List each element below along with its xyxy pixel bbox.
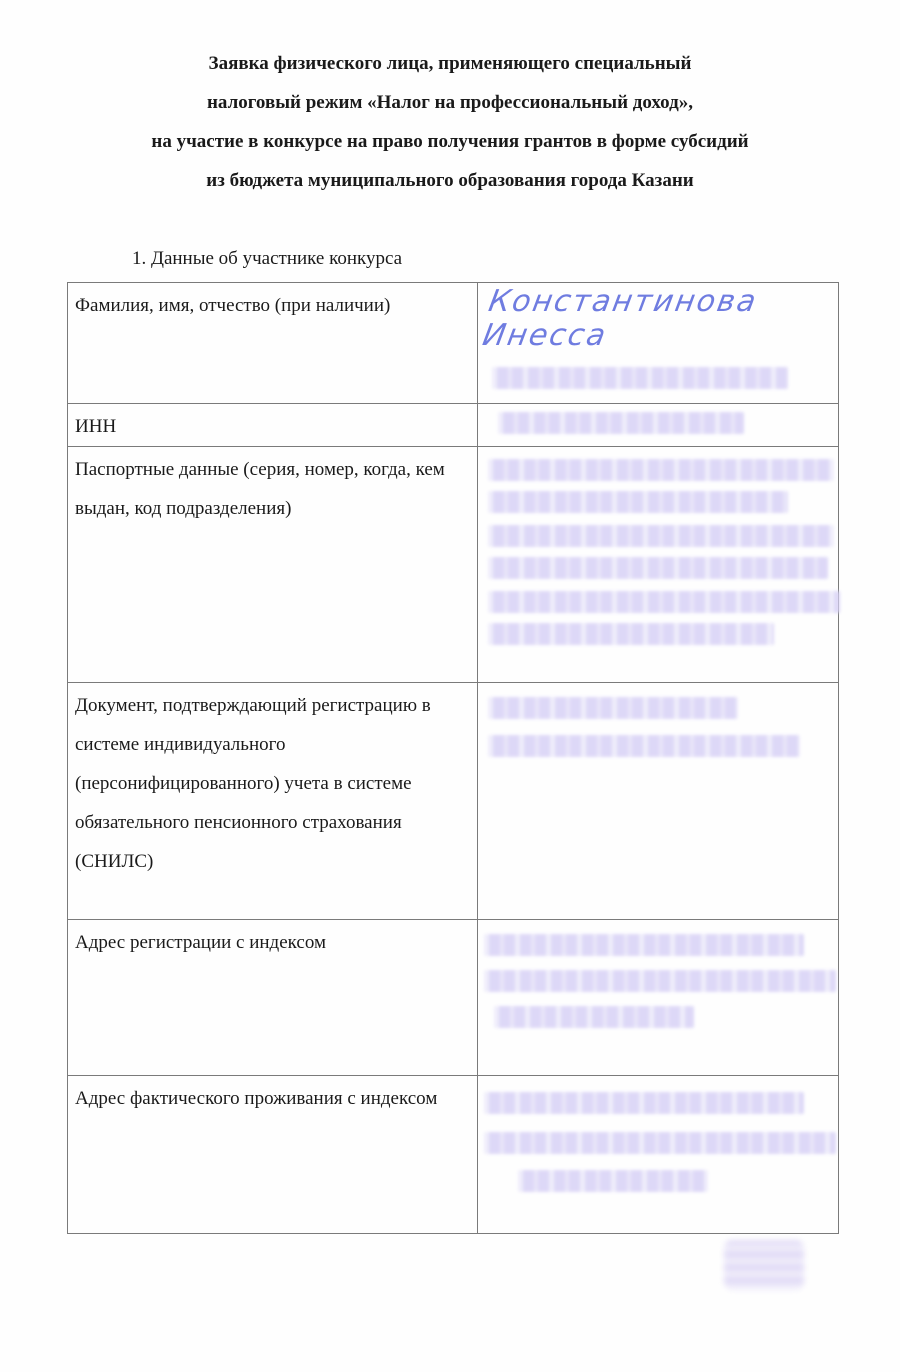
table-row-passport xyxy=(68,447,839,683)
redacted-block xyxy=(492,367,788,389)
inn-value xyxy=(478,404,839,447)
full-name-value xyxy=(478,283,839,404)
redacted-block xyxy=(488,697,738,719)
handwritten-surname: Константинова xyxy=(486,284,761,319)
redacted-block xyxy=(484,934,804,956)
registration-address-label: Адрес регистрации с индексом xyxy=(68,920,478,1076)
redacted-block xyxy=(488,735,800,757)
passport-value xyxy=(478,447,839,683)
title-line: из бюджета муниципального образования города Казани xyxy=(206,170,694,191)
full-name-label: Фамилия, имя, отчество (при наличии) xyxy=(68,283,478,404)
table-row-actual-address xyxy=(68,1076,839,1234)
redacted-block xyxy=(488,459,834,481)
title-line: на участие в конкурсе на право получения грантов в форме субсидий xyxy=(151,131,749,152)
table-row-full-name xyxy=(68,283,839,404)
inn-label: ИНН xyxy=(68,404,478,447)
title-line: Заявка физического лица, применяющего специальный xyxy=(208,53,692,74)
redacted-block xyxy=(488,491,788,513)
redacted-block xyxy=(488,557,828,579)
redacted-block xyxy=(484,970,836,992)
actual-address-label: Адрес фактического проживания с индексом xyxy=(68,1076,478,1234)
handwritten-name xyxy=(480,285,832,353)
table-row-registration-address xyxy=(68,920,839,1076)
title-line: налоговый режим «Налог на профессиональный доход», xyxy=(206,92,693,113)
redacted-block xyxy=(494,1006,694,1028)
redacted-block xyxy=(488,623,774,645)
redacted-block xyxy=(484,1132,836,1154)
redacted-signature xyxy=(724,1240,804,1290)
table-row-inn xyxy=(68,404,839,447)
section-heading: 1. Данные об участнике конкурса xyxy=(132,248,403,269)
participant-data-table xyxy=(67,282,839,1234)
registration-address-value xyxy=(478,920,839,1076)
snils-label: Документ, подтверждающий регистрацию в системе индивидуального (персонифицированного) учета в системе обязательного пенсионного страхования (СНИЛС) xyxy=(68,683,478,920)
snils-value xyxy=(478,683,839,920)
redacted-block xyxy=(484,1092,804,1114)
handwritten-first-name: Инесса xyxy=(480,318,611,353)
redacted-block xyxy=(488,591,840,613)
actual-address-value xyxy=(478,1076,839,1234)
redacted-block xyxy=(488,525,834,547)
redacted-block xyxy=(498,412,744,434)
table-row-snils xyxy=(68,683,839,920)
document-title xyxy=(0,44,900,200)
passport-label: Паспортные данные (серия, номер, когда, кем выдан, код подразделения) xyxy=(68,447,478,683)
redacted-block xyxy=(518,1170,708,1192)
